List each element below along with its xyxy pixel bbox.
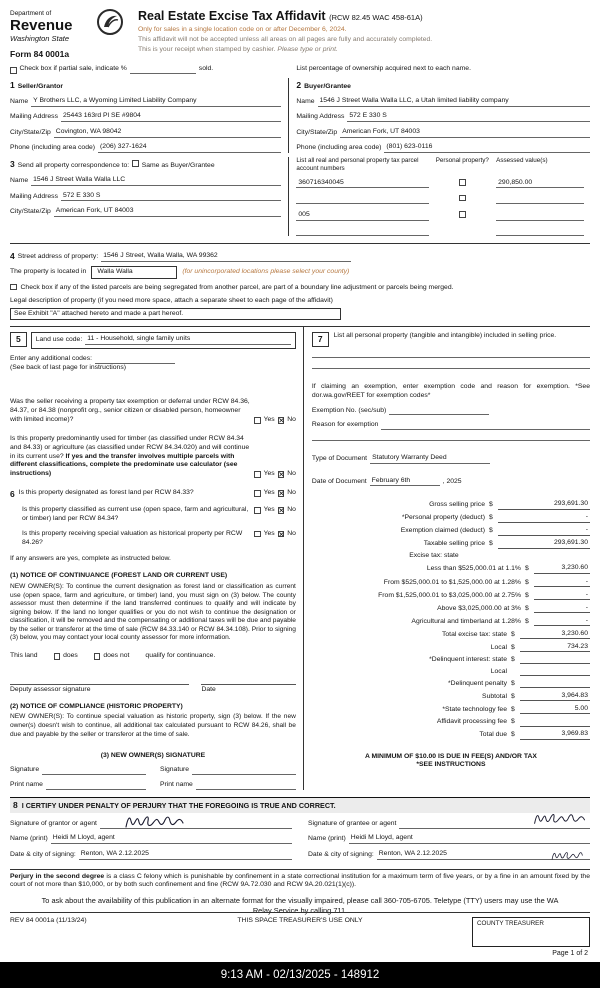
section-4-number: 4 (10, 251, 15, 262)
historic-question: Is this property receiving special valuation as historical property per RCW 84.26? Yes ✕ No (10, 530, 296, 548)
tax-row-excise-header: Excise tax: state (409, 552, 459, 560)
tax-row-taxable: Taxable selling price $ 293,691.30 (423, 539, 588, 548)
correspondence-address-row: Mailing Address 572 E 330 S (10, 192, 281, 202)
restriction-notice: Only for sales in a single location code on or after December 6, 2024. (138, 25, 347, 33)
exemption-deduct-value[interactable]: - (498, 526, 590, 536)
grantee-name-field[interactable]: Heidi M Lloyd, agent (349, 834, 590, 844)
new-owners-signature-title: (3) NEW OWNER(S) SIGNATURE (100, 752, 206, 760)
new-owner-signature-2[interactable] (192, 767, 296, 776)
forest-yes-checkbox[interactable] (254, 490, 261, 497)
correspondence-name-row: Name 1546 J Street Walla Walla LLC (10, 176, 281, 186)
seller-csz-row: City/State/Zip Covington, WA 98042 (10, 128, 281, 138)
grantee-signature-field[interactable] (399, 820, 590, 829)
partial-sale-row (10, 65, 590, 74)
legal-description-field[interactable]: See Exhibit "A" attached hereto and made a part hereof. (10, 308, 341, 321)
middle-columns (10, 326, 590, 789)
correspondence-parcels-row (10, 157, 590, 236)
new-owner-printname-2[interactable] (196, 781, 296, 790)
dept-of-label: Department of (10, 10, 52, 17)
grantee-signature-row: Signature of grantee or agent (308, 820, 590, 829)
form-header (10, 8, 590, 60)
correspondence-name-field[interactable]: 1546 J Street Walla Walla LLC (31, 176, 281, 186)
deputy-signature-label: Deputy assessor signature (10, 685, 91, 693)
section-7-number: 7 (312, 332, 329, 347)
washington-state-label: Washington State (10, 34, 70, 44)
revenue-logo-icon (96, 8, 124, 40)
exemption-reason-field[interactable] (381, 421, 590, 430)
timber-yes-checkbox[interactable] (254, 471, 261, 478)
parcel-row (296, 227, 590, 236)
rate-1-28-value[interactable]: - (534, 578, 590, 588)
personal-property-section (312, 332, 590, 347)
status-bar (0, 962, 600, 988)
yes-instruction: If any answers are yes, complete as instructed below. (10, 555, 171, 563)
current-use-yes-checkbox[interactable] (254, 507, 261, 514)
county-select[interactable]: Walla Walla (91, 266, 177, 279)
personal-property-checkbox[interactable] (459, 211, 466, 218)
revenue-wordmark: Revenue (10, 17, 73, 35)
notice-compliance-body: NEW OWNER(S): To continue special valuation as historic property, sign (3) below. If the new owner(s) doesn't wish to continue, all additional tax calculated pursuant to RCW 84.26, shall be due and payable by the seller or transferor at the time of sale. (10, 713, 296, 738)
partial-percent-field[interactable] (130, 66, 196, 74)
additional-codes-note: (See back of last page for instructions) (10, 363, 126, 371)
buyer-section (288, 78, 590, 153)
land-use-code-field[interactable]: 11 - Household, single family units (85, 335, 291, 345)
local-excise-value[interactable]: 734.23 (520, 643, 590, 653)
notice-continuance-title: (1) NOTICE OF CONTINUANCE (FOREST LAND OR CURRENT USE) (10, 572, 228, 580)
tax-row-agricultural: Agricultural and timberland at 1.28% $ - (411, 616, 588, 625)
buyer-address-row: Mailing Address 572 E 330 S (296, 112, 590, 122)
sold-label: sold. (198, 64, 214, 72)
seller-address-field[interactable]: 25443 163rd Pl SE #9804 (61, 112, 281, 122)
notice-continuance-body: NEW OWNER(S): To continue the current designation as forest land or classification as current use (open space, farm and agriculture, or timber) land, you must sign on (3) below. The county assessor must then determine if the land transferred continues to qualify and will indicate by signing below. If the land no longer qualifies or you do not wish to continue the designation or classification, it will be removed and the compensating or additional taxes will be due and payable by the seller or transferor at the time of sale (RCW 84.33.140 or RCW 84.34.108). Prior to signing (3) below, you may contact your local county assessor for more information. (10, 583, 296, 642)
forest-no-checkbox[interactable] (278, 490, 285, 497)
page-footer (10, 912, 590, 958)
property-located-row: The property is located in Walla Walla (for unincorporated locations please select your county) (10, 266, 590, 279)
right-column (303, 327, 590, 789)
seller-phone-field[interactable]: (206) 327-1624 (98, 143, 281, 153)
technology-fee-value[interactable]: 5.00 (520, 705, 590, 715)
tax-row-subtotal: Subtotal $ 3,964.83 (482, 691, 588, 700)
tax-row-exemption-deduct: Exemption claimed (deduct) $ - (400, 526, 588, 535)
grantee-certification (308, 815, 590, 860)
form-number: Form 84 0001a (10, 48, 70, 59)
buyer-csz-row: City/State/Zip American Fork, UT 84003 (296, 128, 590, 138)
title-rcw: (RCW 82.45 WAC 458-61A) (329, 13, 423, 22)
tax-row-delinquent-interest: *Delinquent interest: state $ (312, 656, 590, 665)
rate-2-75-value[interactable]: - (534, 591, 590, 601)
grantor-name-row: Name (print) Heidi M Lloyd, agent (10, 834, 292, 844)
grantor-name-field[interactable]: Heidi M Lloyd, agent (51, 834, 292, 844)
tax-row-delinquent-local: Local (312, 668, 590, 677)
minimum-due-note: A MINIMUM OF $10.00 IS DUE IN FEE(S) AND/OR TAX (364, 752, 537, 760)
partial-sale-label: Check box if partial sale, indicate % (19, 64, 127, 72)
total-state-excise-value[interactable]: 3,230.60 (520, 630, 590, 640)
document-date-row: Date of Document February 6th , 2025 (311, 476, 462, 485)
document-date-field[interactable]: February 6th (370, 477, 440, 487)
parcel-row (296, 179, 590, 189)
section-2-number: 2 (296, 79, 302, 90)
deferral-question: Was the seller receiving a property tax exemption or deferral under RCW 84.36, 84.37, or 84.38 (nonprofit org., senior citizen or disabled person, homeowner with limited income)? Yes ✕ No (10, 398, 296, 424)
rate-1-1-value[interactable]: 3,230.60 (534, 564, 590, 574)
tax-row-personal-deduct: *Personal property (deduct) $ - (401, 513, 588, 522)
new-owner-printname-1[interactable] (46, 781, 146, 790)
document-type-row: Type of Document Statutory Warranty Deed (312, 454, 590, 464)
segregated-checkbox[interactable] (10, 284, 17, 291)
deputy-date-label: Date (201, 685, 216, 693)
grantor-date-row: Date & city of signing: Renton, WA 2.12.2025 (10, 850, 292, 860)
left-column: 5 Land use code: 11 - Household, single family units Enter any additional codes: (See back of last page for instructions) Was the seller receiving a property tax exemption or deferral under RCW 84.36, 84.37, or 84.38 (nonprofit org., senior citizen or disabled person, homeowner with limited income)? Yes ✕ No Is this property predominantly used for timber (as classified under RCW 84.34 and 84.33) or agriculture (as classified under RCW 84.34.020) and will continue in its current use? If yes and the transfer involves multiple parcels with different classifications, complete the predominate use calculator (see instructions) Yes ✕ No 6 Is this property designated as forest land per RCW 84.33? Yes ✕ No Is this property classified as current use (open space, farm and agricultural, or timber) land per RCW 84.34? Yes ✕ No Is this property receiving special valuation as historical property per RCW 84.26? Yes ✕ No If any answers are yes, complete as instructed below. (1) NOTICE OF CONTINUANCE (FOREST LAND OR CURRENT USE) NEW OWNER(S): To continue the current designation as forest land or classification as current use (open space, farm and agriculture, or timber) land, you must sign on (3) below. The county assessor must then determine if the land transferred continues to qualify and will indicate by signing below. If the land no longer qualifies or you do not wish to continue the designation or classification, it will be removed and the compensating or additional taxes will be due and payable by the seller or transferor at the time of sale (RCW 84.33.140 or RCW 84.34.108). Prior to signing (3) below, you may contact your local county assessor for more information. This land does does not qualify for continuance. Deputy assessor signature Date (2) NOTICE OF COMPLIANCE (HISTORIC PROPERTY) NEW OWNER(S): To continue special valuation as historic property, sign (3) below. If the new owner(s) doesn't wish to continue, all additional tax calculated pursuant to RCW 84.26, shall be due and payable by the seller or transferor at the time of sale. (3) NEW OWNER(S) SIGNATURE Signature Signature Print name Print name (10, 327, 303, 789)
historic-yes-checkbox[interactable] (254, 531, 261, 538)
parcel-number-field[interactable] (296, 196, 428, 205)
agricultural-value[interactable]: - (534, 617, 590, 627)
section-1-number: 1 (10, 79, 15, 90)
completion-notice: This affidavit will not be accepted unless all areas on all pages are fully and accurately completed. (138, 36, 433, 44)
tax-row-total-due: Total due $ 3,969.83 (479, 729, 588, 738)
segregated-label: Check box if any of the listed parcels are being segregated from another parcel, are part of a boundary line adjustment or parcels being merged. (20, 283, 454, 291)
deferral-yes-checkbox[interactable] (254, 417, 261, 424)
additional-codes-field[interactable] (95, 355, 175, 364)
buyer-phone-field[interactable]: (801) 623-0116 (384, 143, 590, 153)
timber-question: Is this property predominantly used for timber (as classified under RCW 84.34 and 84.33) or agriculture (as classified under RCW 84.34.020) and will continue in its current use? If yes and the transfer involves multiple parcels with different classifications, complete the predominate use calculator (see instructions) Yes ✕ No (10, 435, 296, 479)
seller-address-row: Mailing Address 25443 163rd Pl SE #9804 (10, 112, 281, 122)
does-not-checkbox[interactable] (94, 653, 101, 660)
correspondence-csz-field[interactable]: American Fork, UT 84003 (54, 207, 282, 217)
tax-row-rate-1-1: Less than $525,000.01 at 1.1% $ 3,230.60 (426, 564, 588, 573)
section-8-number: 8 (13, 799, 18, 810)
exemption-no-row: Exemption No. (sec/sub) (312, 407, 590, 416)
grantor-date-field[interactable]: Renton, WA 2.12.2025 (79, 850, 292, 860)
tax-row-technology-fee: *State technology fee $ 5.00 (442, 704, 588, 713)
alt-format-notice: To ask about the availability of this publication in an alternate format for the visually impaired, please call 360-705-6705. Teletype (TTY) users may use the WA Relay Service by calling 711. (41, 896, 559, 915)
delinquent-local-value[interactable] (520, 668, 590, 677)
buyer-name-field[interactable]: 1546 J Street Walla Walla LLC, a Utah limited liability company (318, 97, 590, 107)
page-title (138, 8, 590, 24)
seller-heading: Seller/Grantor (17, 82, 64, 90)
exemption-no-field[interactable] (389, 407, 489, 416)
tax-row-gross: Gross selling price $ 293,691.30 (429, 500, 588, 509)
personal-deduct-value[interactable]: - (498, 513, 590, 523)
street-address-row: 4 Street address of property: 1546 J Street, Walla Walla, WA 99362 (10, 251, 590, 262)
historic-no-checkbox[interactable] (278, 531, 285, 538)
land-use-section: 5 Land use code: 11 - Household, single family units (10, 332, 296, 349)
tax-row-processing-fee: Affidavit processing fee $ (312, 718, 590, 727)
tax-row-rate-3: Above $3,025,000.00 at 3% $ - (437, 603, 588, 612)
status-text: 9:13 AM - 02/13/2025 - 148912 (220, 969, 380, 981)
parcel-row (296, 211, 590, 221)
tax-row-local: Local $ 734.23 (490, 642, 588, 651)
timber-no-checkbox[interactable] (278, 471, 285, 478)
buyer-address-field[interactable]: 572 E 330 S (347, 112, 590, 122)
buyer-name-row: Name 1546 J Street Walla Walla LLC, a Utah limited liability company (296, 97, 590, 107)
parcel-numbers-header: List all real and personal property tax parcel account numbers (296, 156, 419, 172)
section-5-number: 5 (10, 332, 27, 347)
buyer-phone-row: Phone (including area code) (801) 623-0116 (296, 143, 590, 153)
grantee-name-row: Name (print) Heidi M Lloyd, agent (308, 834, 590, 844)
tax-row-delinquent-penalty: *Delinquent penalty $ (312, 680, 590, 689)
correspondence-section (10, 157, 288, 236)
assessed-value-header: Assessed value(s) (496, 156, 548, 164)
forest-land-question: 6 Is this property designated as forest land per RCW 84.33? Yes ✕ No (10, 489, 296, 500)
deputy-date-field[interactable] (201, 677, 295, 685)
seller-section (10, 78, 288, 153)
dor-logo (10, 8, 136, 60)
correspondence-address-field[interactable]: 572 E 330 S (61, 192, 281, 202)
parties-section (10, 78, 590, 153)
partial-sale-checkbox[interactable] (10, 67, 17, 74)
parcel-number-field[interactable]: 005 (296, 211, 428, 221)
same-as-buyer-checkbox[interactable] (132, 160, 139, 167)
grantor-signature-field[interactable] (100, 820, 292, 829)
personal-property-line[interactable] (312, 347, 590, 358)
tax-row-rate-2-75: From $1,525,000.01 to $3,025,000.00 at 2.75% $ - (378, 590, 588, 599)
street-address-field[interactable]: 1546 J Street, Walla Walla, WA 99362 (101, 252, 351, 262)
subtotal-value[interactable]: 3,964.83 (520, 692, 590, 702)
exemption-instructions: If claiming an exemption, enter exemption code and reason for exemption. *See dor.wa.gov/REET for exemption codes* (311, 383, 590, 400)
assessed-value-field[interactable]: 290,850.00 (496, 179, 584, 189)
treasurer-space-label: THIS SPACE TREASURER'S USE ONLY (237, 916, 363, 924)
ownership-note: List percentage of ownership acquired next to each name. (296, 64, 471, 72)
seller-name-field[interactable]: Y Brothers LLC, a Wyoming Limited Liability Company (31, 97, 281, 107)
personal-property-line[interactable] (312, 358, 590, 369)
correspondence-label: Send all property correspondence to: (17, 161, 130, 169)
parcel-number-field[interactable] (296, 227, 428, 236)
rate-3-value[interactable]: - (534, 604, 590, 614)
title-block (136, 8, 590, 60)
assessed-value-field[interactable] (496, 227, 584, 236)
current-use-question: Is this property classified as current use (open space, farm and agricultural, or timber) land per RCW 84.34? Yes ✕ No (10, 506, 296, 524)
exemption-reason-row: Reason for exemption (312, 421, 590, 430)
receipt-notice: This is your receipt when stamped by cashier. Please type or print. (138, 46, 338, 54)
property-location-section (10, 243, 590, 321)
certification-statement: I CERTIFY UNDER PENALTY OF PERJURY THAT THE FOREGOING IS TRUE AND CORRECT. (21, 800, 336, 810)
county-treasurer-box: COUNTY TREASURER (472, 917, 590, 947)
parcel-row (296, 195, 590, 204)
page-number: Page 1 of 2 (552, 949, 588, 957)
seller-phone-row: Phone (including area code) (206) 327-1624 (10, 143, 281, 153)
total-due-value[interactable]: 3,969.83 (520, 730, 590, 740)
see-instructions-note: *SEE INSTRUCTIONS (416, 761, 486, 769)
deferral-no-checkbox[interactable] (278, 417, 285, 424)
assessed-value-field[interactable] (496, 212, 584, 221)
additional-codes-row: Enter any additional codes: (10, 355, 296, 364)
parcel-number-field[interactable]: 360716340045 (296, 179, 428, 189)
exemption-reason-line[interactable] (312, 430, 590, 441)
processing-fee-value[interactable] (520, 718, 590, 727)
assessed-value-field[interactable] (496, 196, 584, 205)
notice-compliance-title: (2) NOTICE OF COMPLIANCE (HISTORIC PROPERTY) (10, 702, 183, 710)
grantor-signature-row: Signature of grantor or agent (10, 820, 292, 829)
county-note: (for unincorporated locations please select your county) (182, 268, 350, 276)
tax-computation-table (312, 500, 590, 739)
deputy-signature-field[interactable] (10, 677, 189, 685)
continuance-qualify-row: This land does does not qualify for continuance. (10, 651, 216, 659)
buyer-csz-field[interactable]: American Fork, UT 84003 (340, 128, 590, 138)
taxable-selling-price-value[interactable]: 293,691.30 (498, 539, 590, 549)
segregated-row (10, 284, 590, 293)
personal-property-label: List all personal property (tangible and intangible) included in selling price. (333, 332, 557, 340)
seller-csz-field[interactable]: Covington, WA 98042 (54, 128, 282, 138)
seller-name-row: Name Y Brothers LLC, a Wyoming Limited Liability Company (10, 97, 281, 107)
grantee-date-field[interactable]: Renton, WA 2.12.2025 (377, 850, 590, 860)
grantee-date-row: Date & city of signing: Renton, WA 2.12.2025 (308, 850, 590, 860)
certification-section (10, 797, 590, 860)
delinquent-interest-value[interactable] (520, 656, 590, 665)
grantor-certification (10, 815, 292, 860)
rev-number: REV 84 0001a (11/13/24) (10, 916, 87, 924)
page-title-text: Real Estate Excise Tax Affidavit (138, 9, 326, 23)
parcels-table (288, 157, 590, 236)
correspondence-csz-row: City/State/Zip American Fork, UT 84003 (10, 207, 281, 217)
legal-description-label: Legal description of property (if you need more space, attach a separate sheet to each page of the affidavit) (10, 296, 333, 304)
buyer-heading: Buyer/Grantee (304, 82, 351, 90)
current-use-no-checkbox[interactable] (278, 507, 285, 514)
new-owner-signature-1[interactable] (42, 767, 146, 776)
same-as-buyer-label: Same as Buyer/Grantee (141, 161, 215, 169)
perjury-notice: Perjury in the second degree is a class C felony which is punishable by confinement in a state correctional institution for a maximum term of five years, or by a fine in an amount fixed by the court of not more than $10,000, or by both such confinement and fine (RCW 9A.72.030 and RCW 9A.20.021(1)(c)). (10, 869, 590, 891)
personal-property-checkbox[interactable] (459, 179, 466, 186)
document-type-field[interactable]: Statutory Warranty Deed (370, 454, 490, 464)
gross-selling-price-value[interactable]: 293,691.30 (498, 500, 590, 510)
delinquent-penalty-value[interactable] (520, 680, 590, 689)
tax-row-rate-1-28: From $525,000.01 to $1,525,000.00 at 1.28% $ - (383, 577, 588, 586)
does-checkbox[interactable] (54, 653, 61, 660)
section-6-number: 6 (10, 489, 15, 499)
tax-row-total-state: Total excise tax: state $ 3,230.60 (442, 629, 588, 638)
personal-property-checkbox[interactable] (459, 195, 466, 202)
section-3-number: 3 (10, 158, 15, 169)
personal-property-header: Personal property? (435, 156, 489, 164)
